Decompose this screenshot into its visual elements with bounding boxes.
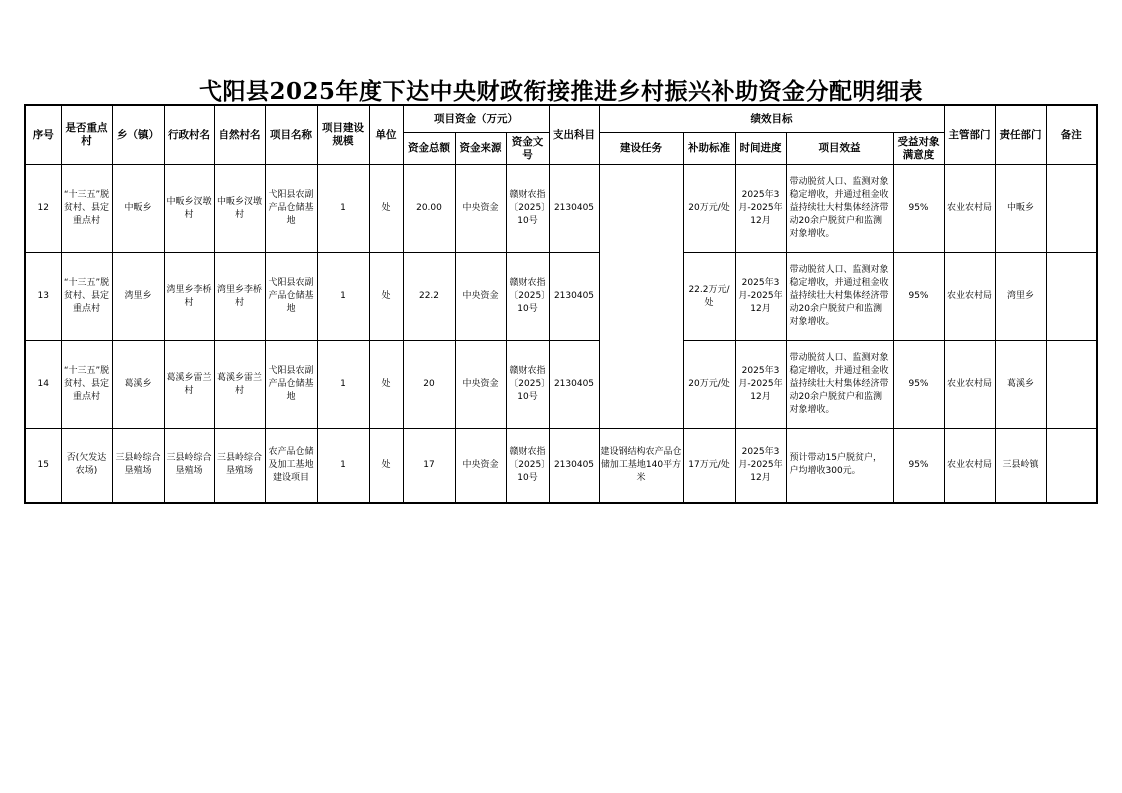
cell-unit: 处 [369, 165, 403, 253]
cell-project-name: 农产品仓储及加工基地建设项目 [265, 429, 317, 503]
cell-seq: 14 [25, 341, 61, 429]
cell-schedule: 2025年3月-2025年12月 [735, 429, 786, 503]
cell-remark [1046, 165, 1097, 253]
cell-funds-total: 20 [403, 341, 455, 429]
cell-satisfaction: 95% [893, 165, 944, 253]
table-row [25, 165, 1097, 253]
header-benefit: 项目效益 [786, 133, 893, 165]
header-funds-total: 资金总额 [403, 133, 455, 165]
header-schedule: 时间进度 [735, 133, 786, 165]
cell-key-village: “十三五”脱贫村、县定重点村 [61, 253, 112, 341]
cell-project-name: 弋阳县农副产品仓储基地 [265, 253, 317, 341]
header-row-1 [25, 105, 1097, 133]
cell-subject: 2130405 [549, 253, 599, 341]
cell-scale: 1 [317, 429, 369, 503]
cell-natural-village: 葛溪乡雷兰村 [214, 341, 265, 429]
cell-benefit: 带动脱贫人口、监测对象稳定增收，并通过租金收益持续壮大村集体经济带动20余户脱贫户和监测对象增收。 [786, 341, 893, 429]
cell-funds-total: 20.00 [403, 165, 455, 253]
cell-unit: 处 [369, 253, 403, 341]
cell-township: 葛溪乡 [112, 341, 164, 429]
header-funds-group: 项目资金（万元） [403, 105, 549, 133]
header-subject: 支出科目 [549, 105, 599, 165]
cell-satisfaction: 95% [893, 253, 944, 341]
cell-dept: 农业农村局 [944, 429, 995, 503]
header-performance-group: 绩效目标 [599, 105, 944, 133]
cell-benefit: 预计带动15户脱贫户，户均增收300元。 [786, 429, 893, 503]
cell-funds-doc: 赣财农指〔2025〕10号 [506, 429, 549, 503]
cell-standard: 20万元/处 [683, 165, 735, 253]
cell-resp-dept: 三县岭镇 [995, 429, 1046, 503]
cell-project-name: 弋阳县农副产品仓储基地 [265, 341, 317, 429]
cell-remark [1046, 429, 1097, 503]
cell-admin-village: 三县岭综合垦殖场 [164, 429, 214, 503]
header-seq: 序号 [25, 105, 61, 165]
header-task: 建设任务 [599, 133, 683, 165]
header-scale: 项目建设规模 [317, 105, 369, 165]
cell-seq: 12 [25, 165, 61, 253]
cell-task: 建设钢结构农产品仓储加工基地140平方米 [599, 429, 683, 503]
table-row [25, 341, 1097, 429]
cell-resp-dept: 葛溪乡 [995, 341, 1046, 429]
header-funds-doc: 资金文号 [506, 133, 549, 165]
cell-unit: 处 [369, 429, 403, 503]
header-admin-village: 行政村名 [164, 105, 214, 165]
header-funds-source: 资金来源 [455, 133, 506, 165]
cell-scale: 1 [317, 165, 369, 253]
cell-subject: 2130405 [549, 429, 599, 503]
cell-standard: 22.2万元/处 [683, 253, 735, 341]
cell-satisfaction: 95% [893, 429, 944, 503]
cell-resp-dept: 中畈乡 [995, 165, 1046, 253]
cell-funds-doc: 赣财农指〔2025〕10号 [506, 253, 549, 341]
cell-key-village: 否(欠发达农场) [61, 429, 112, 503]
cell-task-merged [599, 165, 683, 429]
cell-project-name: 弋阳县农副产品仓储基地 [265, 165, 317, 253]
cell-township: 湾里乡 [112, 253, 164, 341]
header-resp-dept: 责任部门 [995, 105, 1046, 165]
cell-key-village: “十三五”脱贫村、县定重点村 [61, 165, 112, 253]
cell-key-village: “十三五”脱贫村、县定重点村 [61, 341, 112, 429]
header-standard: 补助标准 [683, 133, 735, 165]
cell-standard: 20万元/处 [683, 341, 735, 429]
cell-township: 三县岭综合垦殖场 [112, 429, 164, 503]
cell-scale: 1 [317, 341, 369, 429]
cell-subject: 2130405 [549, 165, 599, 253]
cell-benefit: 带动脱贫人口、监测对象稳定增收，并通过租金收益持续壮大村集体经济带动20余户脱贫户和监测对象增收。 [786, 165, 893, 253]
cell-funds-source: 中央资金 [455, 429, 506, 503]
table-row [25, 253, 1097, 341]
header-natural-village: 自然村名 [214, 105, 265, 165]
cell-dept: 农业农村局 [944, 341, 995, 429]
cell-funds-doc: 赣财农指〔2025〕10号 [506, 165, 549, 253]
cell-schedule: 2025年3月-2025年12月 [735, 253, 786, 341]
header-dept: 主管部门 [944, 105, 995, 165]
cell-admin-village: 葛溪乡雷兰村 [164, 341, 214, 429]
cell-dept: 农业农村局 [944, 253, 995, 341]
cell-funds-doc: 赣财农指〔2025〕10号 [506, 341, 549, 429]
document-title: 弋阳县2025年度下达中央财政衔接推进乡村振兴补助资金分配明细表 [198, 78, 923, 105]
cell-seq: 13 [25, 253, 61, 341]
header-key-village: 是否重点村 [61, 105, 112, 165]
cell-funds-source: 中央资金 [455, 341, 506, 429]
allocation-table [24, 104, 1098, 504]
header-satisfaction: 受益对象满意度 [893, 133, 944, 165]
cell-funds-total: 22.2 [403, 253, 455, 341]
cell-dept: 农业农村局 [944, 165, 995, 253]
cell-schedule: 2025年3月-2025年12月 [735, 165, 786, 253]
cell-admin-village: 中畈乡汊墩村 [164, 165, 214, 253]
cell-funds-total: 17 [403, 429, 455, 503]
cell-scale: 1 [317, 253, 369, 341]
cell-subject: 2130405 [549, 341, 599, 429]
cell-satisfaction: 95% [893, 341, 944, 429]
cell-admin-village: 湾里乡李桥村 [164, 253, 214, 341]
cell-remark [1046, 341, 1097, 429]
cell-natural-village: 中畈乡汊墩村 [214, 165, 265, 253]
cell-natural-village: 三县岭综合垦殖场 [214, 429, 265, 503]
cell-standard: 17万元/处 [683, 429, 735, 503]
cell-funds-source: 中央资金 [455, 253, 506, 341]
table-row [25, 429, 1097, 503]
header-unit: 单位 [369, 105, 403, 165]
cell-unit: 处 [369, 341, 403, 429]
cell-resp-dept: 湾里乡 [995, 253, 1046, 341]
cell-schedule: 2025年3月-2025年12月 [735, 341, 786, 429]
header-project-name: 项目名称 [265, 105, 317, 165]
header-township: 乡（镇） [112, 105, 164, 165]
cell-natural-village: 湾里乡李桥村 [214, 253, 265, 341]
header-remark: 备注 [1046, 105, 1097, 165]
cell-funds-source: 中央资金 [455, 165, 506, 253]
cell-benefit: 带动脱贫人口、监测对象稳定增收，并通过租金收益持续壮大村集体经济带动20余户脱贫户和监测对象增收。 [786, 253, 893, 341]
cell-remark [1046, 253, 1097, 341]
cell-seq: 15 [25, 429, 61, 503]
cell-township: 中畈乡 [112, 165, 164, 253]
